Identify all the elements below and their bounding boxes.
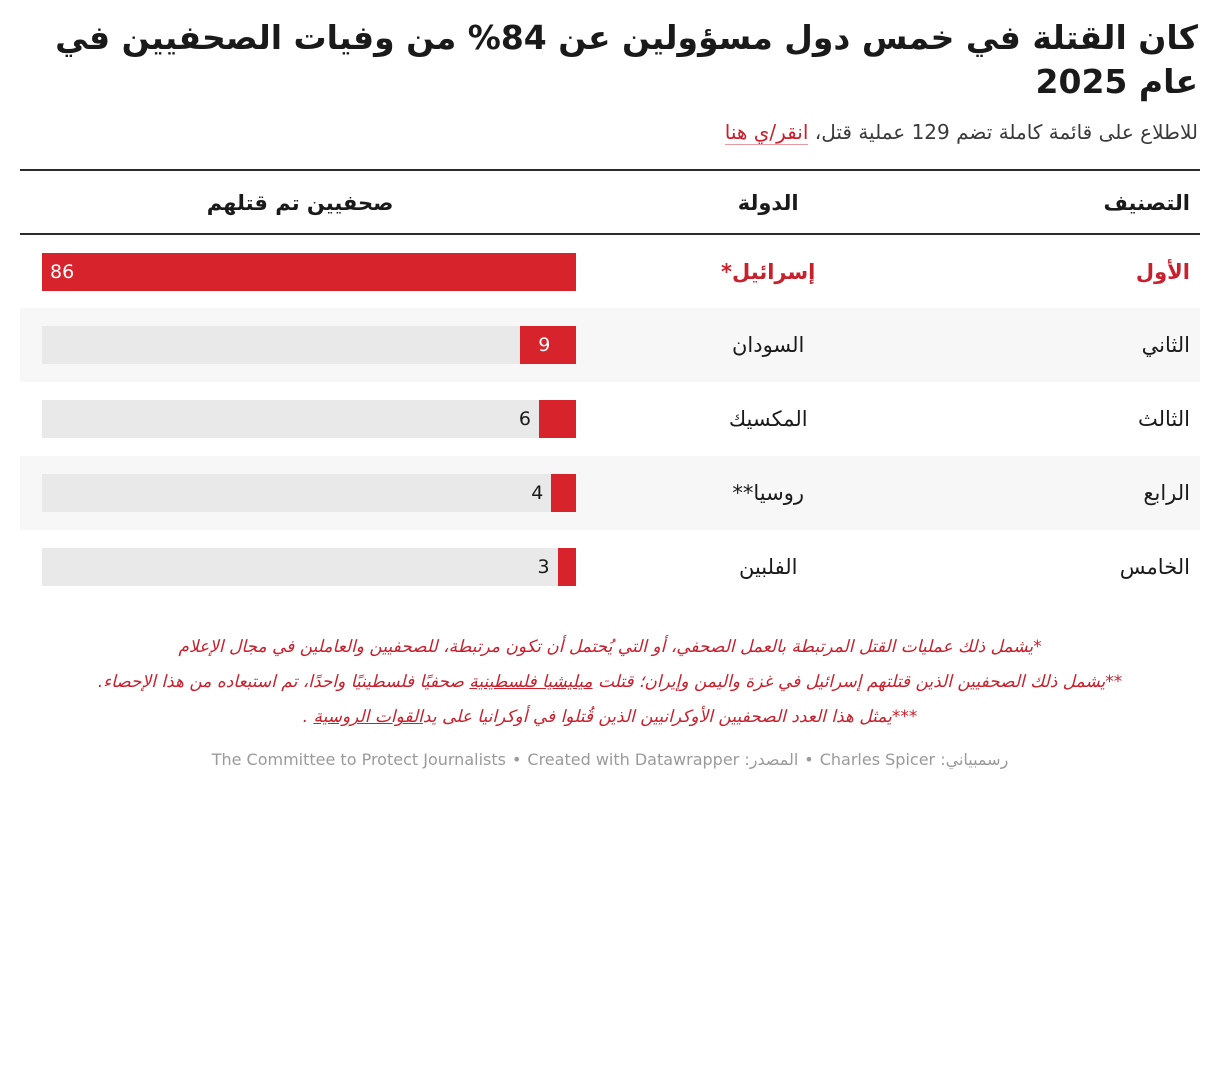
table-body	[20, 234, 1200, 604]
bar-value-label: 86	[50, 260, 75, 283]
bar-value-label: 9	[538, 334, 551, 357]
table-row	[20, 308, 1200, 382]
bar-value-label: 3	[537, 556, 550, 579]
row-bar-cell	[20, 308, 580, 382]
row-country: المكسيك	[728, 407, 808, 432]
bar-track	[42, 253, 576, 291]
credit-author: رسمبياني: Charles Spicer	[819, 749, 1009, 769]
row-rank: الرابع	[1143, 481, 1190, 506]
bar-fill	[558, 548, 577, 586]
footnote-3-link[interactable]: القوات الروسية	[313, 707, 423, 728]
credit-separator: •	[804, 749, 814, 769]
footnote-2	[22, 669, 1198, 696]
table-row	[20, 382, 1200, 456]
credit-separator: •	[511, 749, 522, 769]
column-header-killed: صحفيين تم قتلهم	[20, 171, 580, 234]
row-rank: الثاني	[1141, 333, 1190, 358]
bar-value-label: 4	[531, 482, 544, 505]
bar-track	[42, 326, 576, 364]
bar-value-label: 6	[518, 408, 531, 431]
full-list-link[interactable]: انقر/ي هنا	[724, 120, 809, 145]
bar-track	[42, 400, 576, 438]
page-title: كان القتلة في خمس دول مسؤولين عن 84% من وفيات الصحفيين في عام 2025	[55, 18, 1198, 101]
footnotes	[20, 634, 1200, 732]
row-rank: الأول	[1135, 259, 1190, 284]
footnote-3-text-b: .	[302, 707, 314, 728]
footnote-2-text-a: **يشمل ذلك الصحفيين الذين قتلتهم إسرائيل في غزة واليمن وإيران؛ قتلت	[592, 672, 1123, 693]
bar-track	[42, 548, 576, 586]
column-header-rank: التصنيف	[956, 171, 1200, 234]
row-country: إسرائيل*	[721, 259, 816, 284]
table-header-row	[20, 171, 1200, 234]
row-bar-cell	[20, 530, 580, 604]
chart-table	[20, 169, 1200, 604]
row-country: روسيا**	[732, 481, 804, 506]
footnote-1: *يشمل ذلك عمليات القتل المرتبطة بالعمل الصحفي، أو التي يُحتمل أن تكون مرتبطة، للصحفيين والعاملين في مجال الإعلام	[178, 637, 1042, 658]
row-country: الفلبين	[738, 555, 798, 580]
row-rank: الثالث	[1138, 407, 1190, 432]
footnote-3	[22, 704, 1198, 731]
row-bar-cell	[20, 234, 580, 308]
row-country: السودان	[731, 333, 805, 358]
row-bar-cell	[20, 382, 580, 456]
bar-fill	[539, 400, 576, 438]
column-header-country: الدولة	[580, 171, 956, 234]
table-header	[20, 171, 1200, 234]
credit-tool: Created with Datawrapper	[527, 749, 740, 769]
credit-source: المصدر: The Committee to Protect Journalists	[211, 749, 799, 769]
bar-track	[42, 474, 576, 512]
table-row	[20, 234, 1200, 308]
bar-fill	[551, 474, 576, 512]
table-row	[20, 530, 1200, 604]
chart-credit	[20, 750, 1200, 779]
row-rank: الخامس	[1119, 555, 1190, 580]
table-row	[20, 456, 1200, 530]
subtitle-text: للاطلاع على قائمة كاملة تضم 129 عملية قتل،	[808, 120, 1198, 145]
page-subtitle	[20, 117, 1200, 147]
footnote-3-text-a: ***يمثل هذا العدد الصحفيين الأوكرانيين الذين قُتلوا في أوكرانيا على يد	[422, 707, 918, 728]
footnote-2-link[interactable]: ميليشيا فلسطينية	[469, 672, 593, 693]
footnote-2-text-b: صحفيًا فلسطينيًا واحدًا، تم استبعاده من هذا الإحصاء.	[97, 672, 470, 693]
ranking-table	[20, 171, 1200, 604]
bar-fill	[42, 253, 576, 291]
row-bar-cell	[20, 456, 580, 530]
